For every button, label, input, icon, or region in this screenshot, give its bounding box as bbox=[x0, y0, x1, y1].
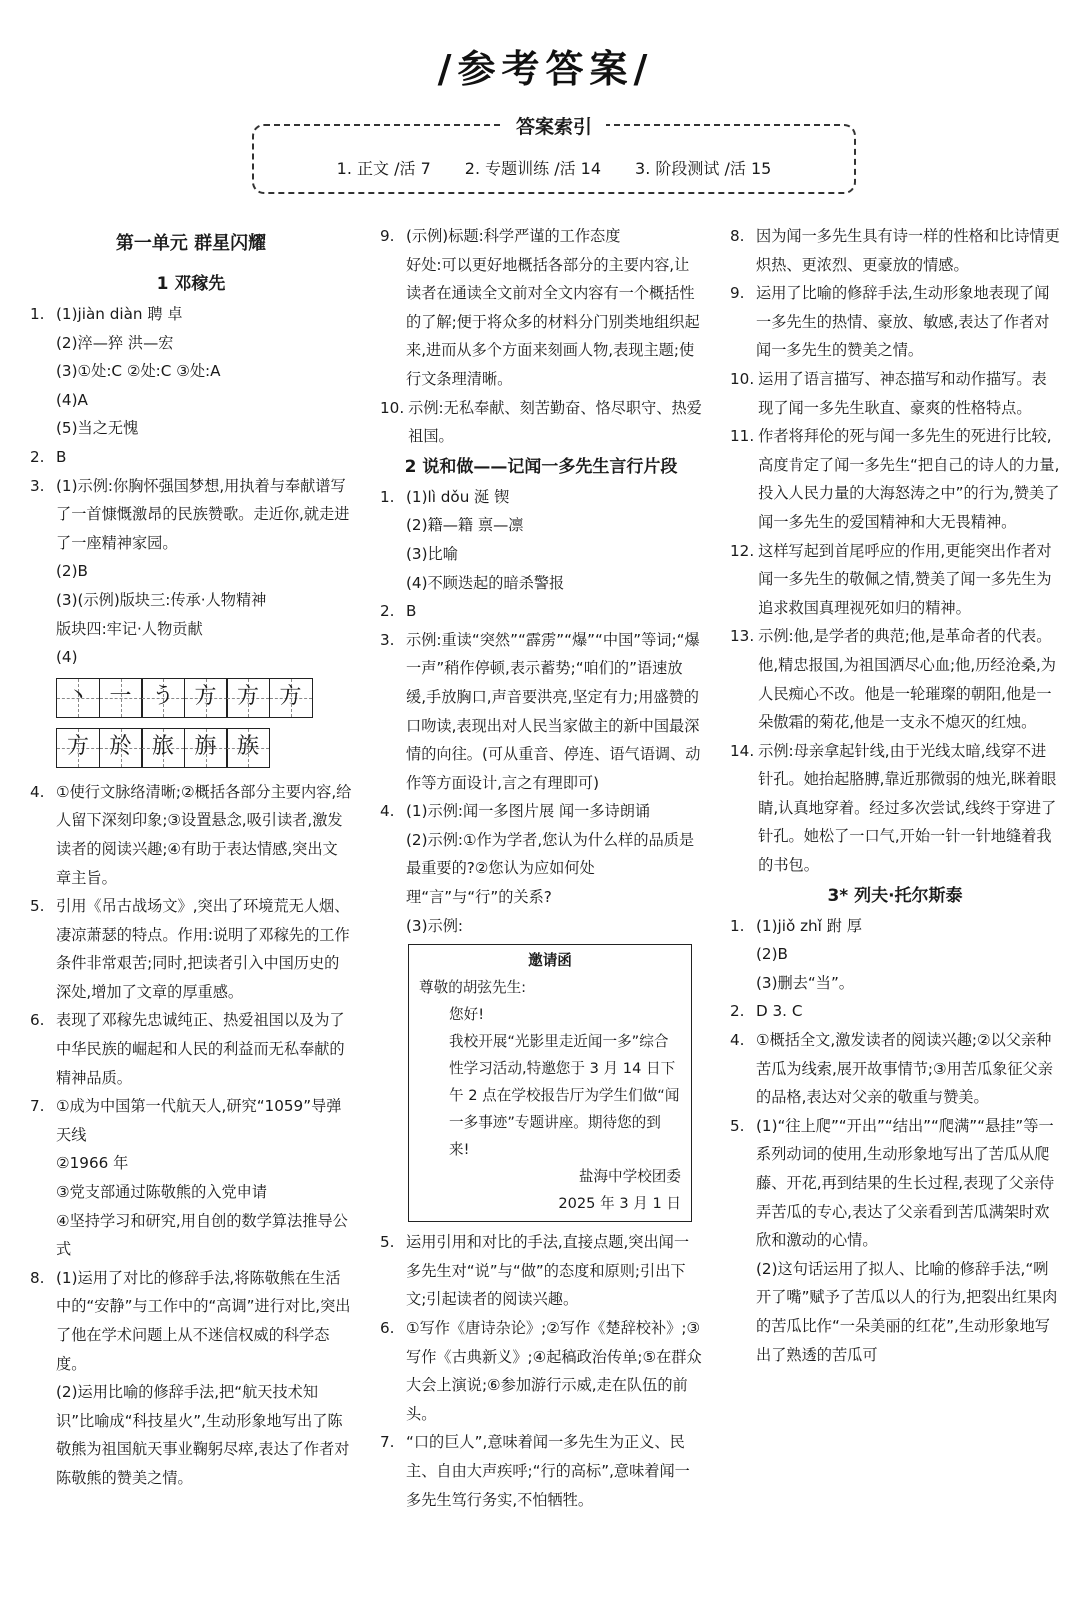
stroke-cell: 旃 bbox=[184, 728, 228, 768]
answer-text: (3)(示例)版块三:传承·人物精神 bbox=[56, 590, 267, 609]
answer-text: (1)lì dǒu 涎 锲 bbox=[406, 487, 510, 506]
answer-text: (示例)标题:科学严谨的工作态度 bbox=[406, 227, 621, 245]
answer-number: 5. bbox=[30, 897, 45, 916]
stroke-grid-row bbox=[56, 678, 352, 718]
answer-text: (2)淬—猝 洪—宏 bbox=[56, 333, 174, 352]
answer-number: 4. bbox=[730, 1031, 745, 1050]
unit-heading: 第一单元 群星闪耀 bbox=[115, 233, 267, 254]
answer-item bbox=[730, 1112, 1060, 1255]
column-2 bbox=[380, 222, 702, 1514]
answer-item bbox=[30, 443, 352, 472]
index-item-training: 2. 专题训练 /活 14 bbox=[464, 159, 602, 178]
answer-text: B bbox=[406, 602, 417, 621]
answer-text: (4)A bbox=[56, 390, 88, 409]
answer-item bbox=[30, 300, 352, 329]
answer-number: 9. bbox=[730, 284, 745, 303]
answer-text: (2)B bbox=[756, 945, 788, 964]
answer-text: (2)籍—籍 禀—凛 bbox=[406, 516, 524, 535]
column-3 bbox=[730, 222, 1060, 1369]
lesson-heading: 2 说和做——记闻一多先生言行片段 bbox=[404, 456, 678, 477]
stroke-cell: 族 bbox=[226, 728, 270, 768]
answer-number: 14. bbox=[730, 741, 755, 760]
invitation-date: 2025 年 3 月 1 日 bbox=[558, 1195, 681, 1213]
answer-text: 表现了邓稼先忠诚纯正、热爱祖国以及为了中华民族的崛起和人民的利益而无私奉献的精神品质。 bbox=[56, 1011, 345, 1087]
answer-number: 10. bbox=[730, 369, 755, 388]
answer-number: 12. bbox=[730, 541, 755, 560]
answer-text: ①写作《唐诗杂论》;②写作《楚辞校补》;③写作《古典新义》;④起稿政治传单;⑤在群众大会上演说;⑥参加游行示威,走在队伍的前头。 bbox=[406, 1319, 702, 1423]
answer-text: 版块四:牢记·人物贡献 bbox=[56, 619, 203, 638]
answer-item bbox=[730, 622, 1060, 736]
answer-item bbox=[30, 472, 352, 558]
index-title: 答案索引 bbox=[502, 116, 606, 138]
answer-number: 2. bbox=[30, 447, 45, 466]
answer-number: 10. bbox=[380, 398, 405, 417]
answer-item bbox=[730, 1026, 1060, 1112]
answer-text: 示例:无私奉献、刻苦勤奋、恪尽职守、热爱祖国。 bbox=[408, 398, 702, 446]
answer-item bbox=[30, 778, 352, 892]
answer-text: (1)jiàn diàn 聘 卓 bbox=[56, 305, 183, 323]
answer-text: 因为闻一多先生具有诗一样的性格和比诗情更炽热、更浓烈、更豪放的情感。 bbox=[756, 227, 1060, 274]
answer-number: 7. bbox=[380, 1433, 395, 1452]
answer-text: ④坚持学习和研究,用自创的数学算法推导公式 bbox=[56, 1211, 348, 1259]
answer-item bbox=[380, 1428, 702, 1514]
answer-item bbox=[730, 737, 1060, 880]
answer-item bbox=[380, 483, 702, 512]
answer-text: 这样写起到首尾呼应的作用,更能突出作者对闻一多先生的敬佩之情,赞美了闻一多先生为追求救国真理视死如归的精神。 bbox=[758, 541, 1052, 617]
answer-item bbox=[380, 394, 702, 451]
answer-text: (5)当之无愧 bbox=[56, 419, 139, 438]
answer-text: 运用引用和对比的手法,直接点题,突出闻一多先生对“说”与“做”的态度和原则;引出下文;引起读者的阅读兴趣。 bbox=[406, 1233, 690, 1309]
answer-item bbox=[730, 365, 1060, 422]
answer-text: (2)示例:①作为学者,您认为什么样的品质是最重要的?②您认为应如何处理“言”与“行”的关系? bbox=[406, 830, 695, 907]
answer-item bbox=[730, 279, 1060, 365]
answer-item bbox=[730, 222, 1060, 279]
answer-item bbox=[730, 997, 1060, 1026]
answer-text: 示例:他,是学者的典范;他,是革命者的代表。他,精忠报国,为祖国洒尽心血;他,历经沧桑,为人民痴心不改。他是一轮璀璨的朝阳,他是一朵傲霜的菊花,他是一支永不熄灭的红烛。 bbox=[758, 627, 1056, 732]
answer-item bbox=[30, 1006, 352, 1092]
answer-text: (2)B bbox=[56, 562, 88, 581]
answer-number: 9. bbox=[380, 227, 395, 245]
answer-text: 示例:重读“突然”“霹雳”“爆”“中国”等词;“爆一声”稍作停顿,表示蓄势;“咱们的”语速放缓,手放胸口,声音要洪亮,坚定有力;用盛赞的口吻读,表现出对人民当家做主的新中国最深情的向往。(可从重音、停连、语气语调、动作等方面设计,言之有理即可) bbox=[406, 630, 701, 792]
answer-text: (2)这句话运用了拟人、比喻的修辞手法,“咧开了嘴”赋予了苦瓜以人的行为,把裂出红果肉的苦瓜比作“一朵美丽的红花”,生动形象地写出了熟透的苦瓜可 bbox=[756, 1259, 1058, 1364]
answer-item bbox=[380, 222, 702, 251]
stroke-order-grid bbox=[56, 678, 352, 768]
answer-number: 1. bbox=[30, 305, 45, 323]
answer-item bbox=[30, 892, 352, 1006]
answer-text: ①成为中国第一代航天人,研究“1059”导弹天线 bbox=[56, 1097, 342, 1144]
answer-item bbox=[380, 1314, 702, 1428]
lesson-heading: 3* 列夫·托尔斯泰 bbox=[827, 885, 963, 906]
stroke-cell: 方 bbox=[226, 678, 270, 718]
answer-text: (4)不顾迭起的暗杀警报 bbox=[406, 573, 565, 592]
answer-item bbox=[730, 422, 1060, 536]
answer-number: 1. bbox=[380, 487, 395, 506]
answer-number: 6. bbox=[380, 1319, 395, 1338]
answer-text: (3)①处:C ②处:C ③处:A bbox=[56, 362, 221, 381]
answer-number: 3. bbox=[30, 476, 45, 495]
answer-text: ②1966 年 bbox=[56, 1154, 129, 1173]
answer-number: 4. bbox=[30, 782, 45, 801]
stroke-cell: 方 bbox=[269, 678, 313, 718]
answer-text: 运用了比喻的修辞手法,生动形象地表现了闻一多先生的热情、豪放、敏感,表达了作者对闻一多先生的赞美之情。 bbox=[756, 284, 1050, 360]
answer-item bbox=[380, 597, 702, 626]
answer-item bbox=[380, 797, 702, 826]
answer-text: ①概括全文,激发读者的阅读兴趣;②以父亲种苦瓜为线索,展开故事情节;③用苦瓜象征父亲的品格,表达对父亲的敬重与赞美。 bbox=[756, 1031, 1053, 1107]
answer-text: D 3. C bbox=[756, 1002, 803, 1021]
answer-text: B bbox=[56, 447, 67, 466]
stroke-cell: 方 bbox=[184, 678, 228, 718]
answer-number: 3. bbox=[380, 630, 395, 649]
answer-text: (1)运用了对比的修辞手法,将陈敬熊在生活中的“安静”与工作中的“高调”进行对比,突出了他在学术问题上从不迷信权威的科学态度。 bbox=[56, 1268, 351, 1373]
answer-text: (1)jiǒ zhǐ 跗 厚 bbox=[756, 916, 862, 935]
answer-item bbox=[730, 537, 1060, 623]
answer-index-box bbox=[252, 116, 856, 194]
answer-text: (3)示例: bbox=[406, 916, 464, 935]
column-1 bbox=[30, 222, 352, 1493]
invitation-body: 我校开展“光影里走近闻一多”综合性学习活动,特邀您于 3 月 14 日下午 2 点在学校报告厅为学生们做“闻一多事迹”专题讲座。期待您的到来! bbox=[449, 1033, 680, 1159]
answer-text: 作者将拜伦的死与闻一多先生的死进行比较,高度肯定了闻一多先生“把自己的诗人的力量,投入人民力量的大海怒涛之中”的行为,赞美了闻一多先生的爱国精神和大无畏精神。 bbox=[758, 427, 1060, 531]
answer-text: (2)运用比喻的修辞手法,把“航天技术知识”比喻成“科技星火”,生动形象地写出了陈敬熊为祖国航天事业鞠躬尽瘁,表达了作者对陈敬熊的赞美之情。 bbox=[56, 1383, 350, 1487]
answer-text: (1)“往上爬”“开出”“结出”“爬满”“悬挂”等一系列动词的使用,生动形象地写出了苦瓜从爬藤、开花,再到结果的生长过程,表现了父亲侍弄苦瓜的专心,表达了父亲看到苦瓜满架时欢欣和激动的心情。 bbox=[756, 1116, 1055, 1250]
answer-text: (1)示例:你胸怀强国梦想,用执着与奉献谱写了一首慷慨激昂的民族赞歌。走近你,就走进了一座精神家园。 bbox=[56, 476, 350, 552]
answer-text: 引用《吊古战场文》,突出了环境荒无人烟、凄凉萧瑟的特点。作用:说明了邓稼先的工作条件非常艰苦;同时,把读者引入中国历史的深处,增加了文章的厚重感。 bbox=[56, 897, 350, 1001]
answer-item bbox=[30, 1092, 352, 1149]
answer-number: 8. bbox=[30, 1268, 45, 1287]
answer-number: 5. bbox=[380, 1233, 395, 1252]
stroke-grid-row bbox=[56, 728, 352, 768]
answer-number: 2. bbox=[380, 602, 395, 621]
stroke-cell: 於 bbox=[99, 728, 143, 768]
stroke-cell: 一 bbox=[99, 678, 143, 718]
answer-number: 8. bbox=[730, 227, 745, 245]
answer-text: (3)删去“当”。 bbox=[756, 973, 854, 992]
answer-number: 7. bbox=[30, 1097, 45, 1116]
answer-number: 11. bbox=[730, 427, 755, 446]
answer-number: 5. bbox=[730, 1116, 745, 1135]
answer-text: ③党支部通过陈敬熊的入党申请 bbox=[56, 1183, 268, 1202]
answer-text: “口的巨人”,意味着闻一多先生为正义、民主、自由大声疾呼;“行的高标”,意味着闻一多先生笃行务实,不怕牺牲。 bbox=[406, 1433, 690, 1509]
answer-text: 示例:母亲拿起针线,由于光线太暗,线穿不进针孔。她抬起胳膊,靠近那微弱的烛光,眯着眼睛,认真地穿着。经过多次尝试,线终于穿进了针孔。她松了一口气,开始一针一针地缝着我的书包。 bbox=[758, 741, 1057, 875]
answer-text: (3)比喻 bbox=[406, 544, 458, 563]
invitation-letter-box bbox=[408, 944, 692, 1222]
invitation-title: 邀请函 bbox=[528, 952, 572, 970]
answer-item bbox=[30, 1264, 352, 1378]
stroke-cell: 丶 bbox=[56, 678, 100, 718]
stroke-cell: う bbox=[141, 678, 185, 718]
answer-item bbox=[380, 626, 702, 798]
stroke-cell: 旅 bbox=[141, 728, 185, 768]
answer-item bbox=[730, 912, 1060, 941]
lesson-heading: 1 邓稼先 bbox=[156, 274, 226, 294]
invitation-hello: 您好! bbox=[449, 1006, 485, 1024]
answer-number: 6. bbox=[30, 1011, 45, 1030]
answer-item bbox=[380, 1228, 702, 1314]
invitation-greeting: 尊敬的胡弦先生: bbox=[419, 979, 527, 997]
index-item-text: 1. 正文 /活 7 bbox=[336, 159, 431, 178]
invitation-signature: 盐海中学校团委 bbox=[578, 1168, 681, 1186]
answer-text: ①使行文脉络清晰;②概括各部分主要内容,给人留下深刻印象;③设置悬念,吸引读者,激发读者的阅读兴趣;④有助于表达情感,突出文章主旨。 bbox=[56, 782, 352, 887]
answer-text: (4) bbox=[56, 648, 78, 667]
answer-number: 4. bbox=[380, 802, 395, 821]
answer-number: 13. bbox=[730, 627, 755, 646]
answer-text: 运用了语言描写、神态描写和动作描写。表现了闻一多先生耿直、豪爽的性格特点。 bbox=[758, 369, 1047, 417]
stroke-cell: 方 bbox=[56, 728, 100, 768]
answer-text: (1)示例:闻一多图片展 闻一多诗朗诵 bbox=[406, 802, 651, 821]
page-title: /参考答案/ bbox=[437, 47, 654, 91]
answer-text: 好处:可以更好地概括各部分的主要内容,让读者在通读全文前对全文内容有一个概括性的了解;便于将众多的材料分门别类地组织起来,进而从多个方面来刻画人物,表现主题;使行文条理清晰。 bbox=[406, 255, 700, 388]
answer-number: 2. bbox=[730, 1002, 745, 1021]
answer-number: 1. bbox=[730, 916, 745, 935]
index-item-test: 3. 阶段测试 /活 15 bbox=[635, 159, 772, 178]
